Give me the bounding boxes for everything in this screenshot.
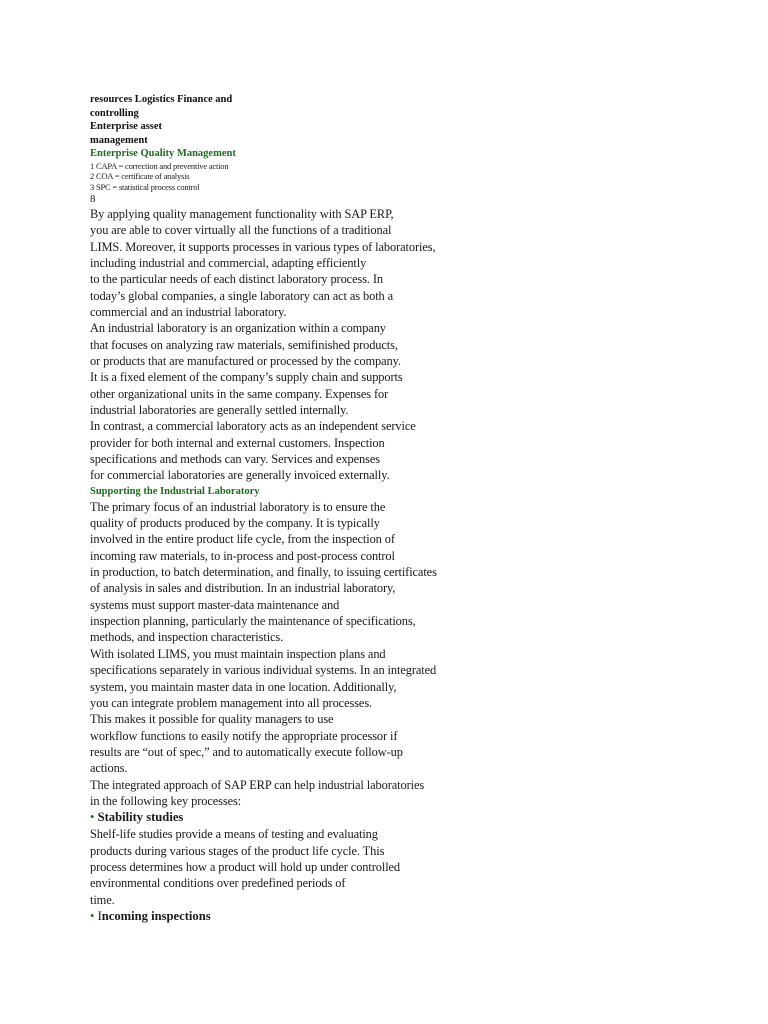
text-line: in production, to batch determination, and finally, to issuing certificates xyxy=(90,565,437,580)
footnote: 3 SPC = statistical process control xyxy=(90,182,200,193)
text-line: By applying quality management functionality with SAP ERP, xyxy=(90,206,394,221)
text-line: system, you maintain master data in one location. Additionally, xyxy=(90,679,397,694)
text-line: or products that are manufactured or processed by the company. xyxy=(90,353,401,368)
text-line: other organizational units in the same company. Expenses for xyxy=(90,386,389,401)
text-line: actions. xyxy=(90,761,128,776)
text-line: It is a fixed element of the company’s supply chain and supports xyxy=(90,370,403,385)
text-line: you are able to cover virtually all the functions of a traditional xyxy=(90,223,392,238)
paragraph-7 xyxy=(90,826,510,908)
text-line: inspection planning, particularly the maintenance of specifications, xyxy=(90,614,416,629)
text-line: specifications separately in various individual systems. In an integrated xyxy=(90,663,437,678)
text-line: commercial and an industrial laboratory. xyxy=(90,304,287,319)
text-line: incoming raw materials, to in-process and post-process control xyxy=(90,548,395,563)
document-page xyxy=(90,93,510,925)
text-line: provider for both internal and external customers. Inspection xyxy=(90,435,385,450)
text-line: The primary focus of an industrial laboratory is to ensure the xyxy=(90,499,386,514)
text-line: systems must support master-data maintenance and xyxy=(90,597,340,612)
text-line: time. xyxy=(90,892,115,907)
subheading: Supporting the Industrial Laboratory xyxy=(90,485,260,497)
text-line: to the particular needs of each distinct laboratory process. In xyxy=(90,272,384,287)
text-line: Shelf-life studies provide a means of testing and evaluating xyxy=(90,827,378,842)
text-line: The integrated approach of SAP ERP can help industrial laboratories xyxy=(90,777,425,792)
text-line: results are “out of spec,” and to automatically execute follow-up xyxy=(90,744,403,759)
paragraph-1 xyxy=(90,206,510,320)
text-line: LIMS. Moreover, it supports processes in various types of laboratories, xyxy=(90,239,436,254)
text-line: An industrial laboratory is an organization within a company xyxy=(90,321,386,336)
footnotes xyxy=(90,161,510,193)
bullet-title: ncoming inspections xyxy=(101,908,211,923)
text-line: for commercial laboratories are generally invoiced externally. xyxy=(90,468,390,483)
bullet-incoming-inspections xyxy=(90,908,510,925)
paragraph-3 xyxy=(90,418,510,483)
text-line: specifications and methods can vary. Services and expenses xyxy=(90,452,380,467)
text-line: quality of products produced by the company. It is typically xyxy=(90,516,380,531)
section-title: Enterprise Quality Management xyxy=(90,148,236,159)
text-line: This makes it possible for quality managers to use xyxy=(90,712,334,727)
paragraph-6 xyxy=(90,777,510,810)
text-line: that focuses on analyzing raw materials, semifinished products, xyxy=(90,337,398,352)
text-line: in the following key processes: xyxy=(90,793,242,808)
header-line: controlling xyxy=(90,107,139,119)
text-line: methods, and inspection characteristics. xyxy=(90,630,284,645)
paragraph-2 xyxy=(90,320,510,418)
text-line: With isolated LIMS, you must maintain inspection plans and xyxy=(90,646,386,661)
text-line: workflow functions to easily notify the appropriate processor if xyxy=(90,728,398,743)
text-line: today’s global companies, a single laboratory can act as both a xyxy=(90,288,394,303)
bullet-marker: • xyxy=(90,810,95,825)
header-line: Enterprise asset xyxy=(90,121,163,132)
text-line: In contrast, a commercial laboratory acts as an independent service xyxy=(90,419,416,434)
bullet-stability-studies xyxy=(90,809,510,826)
text-line: products during various stages of the product life cycle. This xyxy=(90,843,385,858)
bullet-title: Stability studies xyxy=(97,810,184,825)
bullet-marker: • xyxy=(90,908,95,923)
text-line: environmental conditions over predefined periods of xyxy=(90,876,346,891)
text-line: of analysis in sales and distribution. In an industrial laboratory, xyxy=(90,581,396,596)
paragraph-4 xyxy=(90,499,510,646)
text-line: you can integrate problem management into all processes. xyxy=(90,695,373,710)
footnote: 2 COA = certificate of analysis xyxy=(90,171,190,182)
text-line: involved in the entire product life cycle, from the inspection of xyxy=(90,532,395,547)
bullet-first-letter: I xyxy=(97,908,102,923)
header-line: management xyxy=(90,134,148,146)
footnote: 1 CAPA = correction and preventive action xyxy=(90,160,229,171)
paragraph-5 xyxy=(90,646,510,777)
text-line: including industrial and commercial, adapting efficiently xyxy=(90,255,367,270)
header-line: resources Logistics Finance and xyxy=(90,94,233,105)
page-number: 8 xyxy=(90,192,96,205)
header-block xyxy=(90,93,510,161)
text-line: process determines how a product will hold up under controlled xyxy=(90,859,401,874)
text-line: industrial laboratories are generally settled internally. xyxy=(90,403,349,418)
